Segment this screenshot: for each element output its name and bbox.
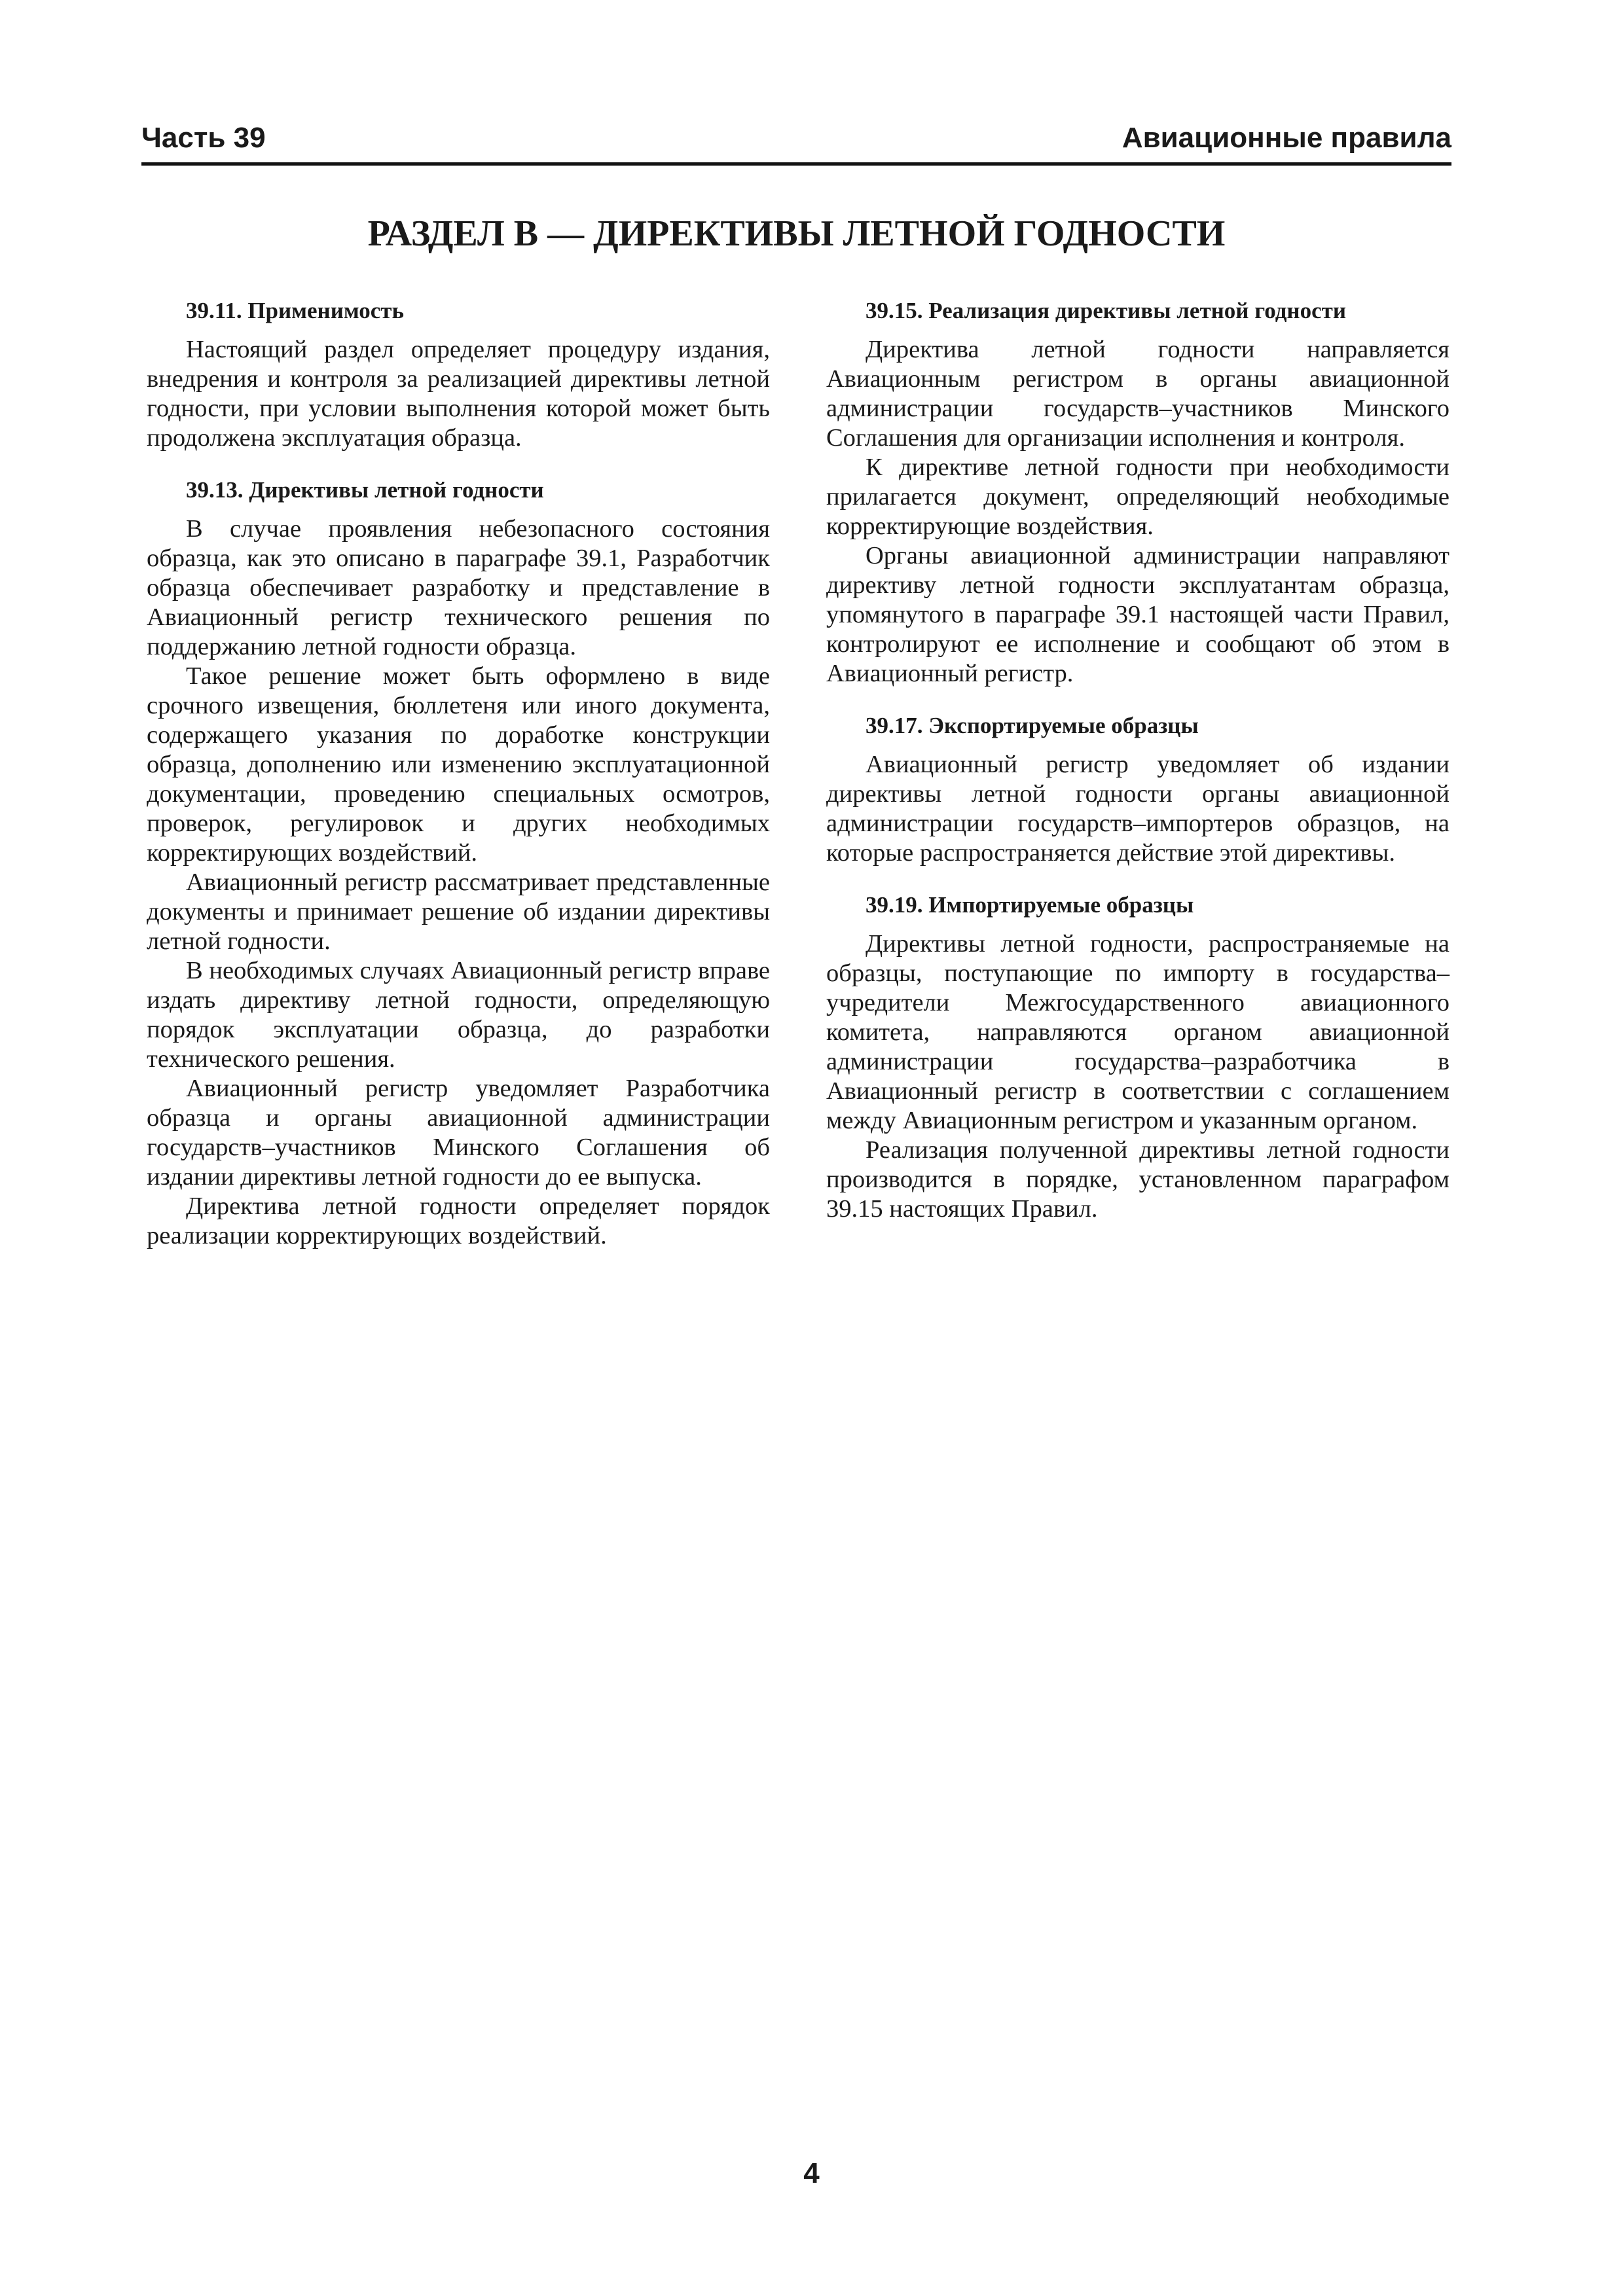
paragraph: Реализация полученной директивы летной годности производится в порядке, установленном параграфом 39.15 настоящих Правил. <box>826 1136 1450 1223</box>
header-document-title: Авиационные правила <box>1122 122 1451 154</box>
paragraph: Авиационный регистр уведомляет Разработчика образца и органы авиационной администрации государств–участников Минского Соглашения об издании директивы летной годности до ее выпуска. <box>147 1075 770 1191</box>
paragraph: Настоящий раздел определяет процедуру издания, внедрения и контроля за реализацией директивы летной годности, при условии выполнения которой может быть продолжена эксплуатация образца. <box>147 336 770 452</box>
article-heading: 39.17. Экспортируемые образцы <box>866 713 1199 738</box>
left-column <box>147 296 770 1273</box>
article-39-17 <box>826 711 1450 868</box>
paragraph: Авиационный регистр уведомляет об издании директивы летной годности органы авиационной администрации государств–импортеров образцов, на которые распространяется действие этой директивы. <box>826 751 1450 867</box>
paragraph: Директивы летной годности, распространяемые на образцы, поступающие по импорту в государства–учредители Межгосударственного авиационного комитета, направляются органом авиационной администрации государства–разработчика в Авиационный регистр в соответствии с соглашением между Авиационным регистром и указанным органом. <box>826 930 1450 1134</box>
article-39-13 <box>147 475 770 1251</box>
paragraph: Авиационный регистр рассматривает представленные документы и принимает решение об издании директивы летной годности. <box>147 869 770 955</box>
paragraph: Такое решение может быть оформлено в виде срочного извещения, бюллетеня или иного документа, содержащего указания по доработке конструкции образца, дополнению или изменению эксплуатационной документации, проведению специальных осмотров, проверок, регулировок и других необходимых корректирующих воздействий. <box>147 662 770 867</box>
paragraph: Директива летной годности направляется Авиационным регистром в органы авиационной администрации государств–участников Минского Соглашения для организации исполнения и контроля. <box>826 336 1450 452</box>
right-column <box>826 296 1450 1246</box>
page-number: 4 <box>803 2157 820 2189</box>
paragraph: К директиве летной годности при необходимости прилагается документ, определяющий необходимые корректирующие воздействия. <box>826 454 1450 540</box>
article-39-19 <box>826 890 1450 1224</box>
section-title: РАЗДЕЛ В — ДИРЕКТИВЫ ЛЕТНОЙ ГОДНОСТИ <box>367 213 1226 254</box>
article-39-15 <box>826 296 1450 689</box>
article-heading: 39.19. Импортируемые образцы <box>866 892 1194 918</box>
article-39-11 <box>147 296 770 453</box>
running-header <box>141 118 1451 166</box>
paragraph: В необходимых случаях Авиационный регистр вправе издать директиву летной годности, определяющую порядок эксплуатации образца, до разработки технического решения. <box>147 957 770 1073</box>
header-part-label: Часть 39 <box>141 122 266 154</box>
article-heading: 39.11. Применимость <box>186 298 404 323</box>
paragraph: Органы авиационной администрации направляют директиву летной годности эксплуатантам образца, упомянутого в параграфе 39.1 настоящей части Правил, контролируют ее исполнение и сообщают об этом в Авиационный регистр. <box>826 542 1450 687</box>
paragraph: В случае проявления небезопасного состояния образца, как это описано в параграфе 39.1, Разработчик образца обеспечивает разработку и представление в Авиационный регистр технического решения по поддержанию летной годности образца. <box>147 515 770 660</box>
article-heading: 39.15. Реализация директивы летной годности <box>866 298 1346 323</box>
paragraph: Директива летной годности определяет порядок реализации корректирующих воздействий. <box>147 1193 770 1249</box>
article-heading: 39.13. Директивы летной годности <box>186 477 544 503</box>
